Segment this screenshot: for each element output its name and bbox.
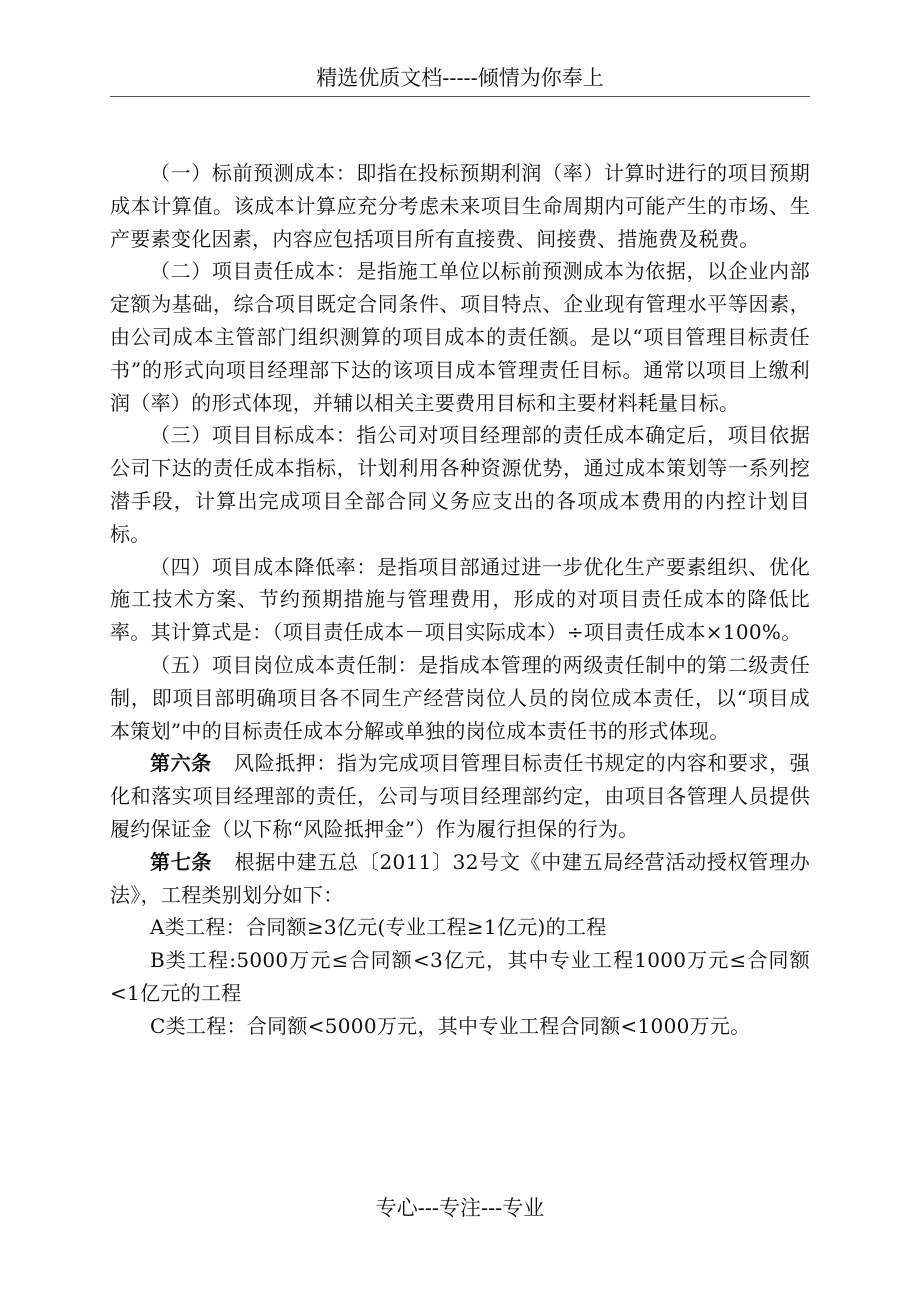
class-a-item: A类工程：合同额≥3亿元(专业工程≥1亿元)的工程 [150, 915, 607, 940]
class-b-item: B类工程:5000万元≤合同额<3亿元，其中专业工程1000万元≤合同额<1亿元的工程 [110, 948, 810, 1005]
article-6-label: 第六条 [150, 751, 212, 776]
footer-text: 专心---专注---专业 [375, 1196, 545, 1220]
page-footer [110, 1194, 810, 1222]
paragraph-cost-reduction-rate: （四）项目成本降低率：是指项目部通过进一步优化生产要素组织、优化施工技术方案、节约预期措施与管理费用，形成的对项目责任成本的降低比率。其计算式是：（项目责任成本－项目实际成本）÷项目责任成本×100%。 [110, 554, 810, 645]
header-text: 精选优质文档-----倾情为你奉上 [316, 66, 604, 90]
page-header [110, 64, 810, 97]
document-body [110, 157, 810, 1043]
paragraph-pre-bid-cost: （一）标前预测成本：即指在投标预期利润（率）计算时进行的项目预期成本计算值。该成本计算应充分考虑未来项目生命周期内可能产生的市场、生产要素变化因素，内容应包括项目所有直接费、间接费、措施费及税费。 [110, 161, 810, 251]
article-7 [110, 846, 810, 912]
article-7-text: 根据中建五总〔2011〕32号文《中建五局经营活动授权管理办法》，工程类别划分如下： [110, 849, 810, 907]
paragraph-responsibility-cost: （二）项目责任成本：是指施工单位以标前预测成本为依据，以企业内部定额为基础，综合项目既定合同条件、项目特点、企业现有管理水平等因素，由公司成本主管部门组织测算的项目成本的责任额。是以“项目管理目标责任书”的形式向项目经理部下达的该项目成本管理责任目标。通常以项目上缴利润（率）的形式体现，并辅以相关主要费用目标和主要材料耗量目标。 [110, 259, 810, 415]
paragraph-post-cost-responsibility: （五）项目岗位成本责任制：是指成本管理的两级责任制中的第二级责任制，即项目部明确项目各不同生产经营岗位人员的岗位成本责任，以“项目成本策划”中的目标责任成本分解或单独的岗位成本责任书的形式体现。 [110, 652, 810, 743]
article-6-text: 风险抵押：指为完成项目管理目标责任书规定的内容和要求，强化和落实项目经理部的责任，公司与项目经理部约定，由项目各管理人员提供履约保证金（以下称“风险抵押金”）作为履行担保的行为。 [110, 751, 810, 841]
class-c-item: C类工程：合同额<5000万元，其中专业工程合同额<1000万元。 [150, 1013, 751, 1038]
article-6 [110, 747, 810, 845]
paragraph-target-cost: （三）项目目标成本：指公司对项目经理部的责任成本确定后，项目依据公司下达的责任成本指标，计划利用各种资源优势，通过成本策划等一系列挖潜手段，计算出完成项目全部合同义务应支出的各项成本费用的内控计划目标。 [110, 423, 810, 546]
article-7-label: 第七条 [150, 849, 213, 874]
